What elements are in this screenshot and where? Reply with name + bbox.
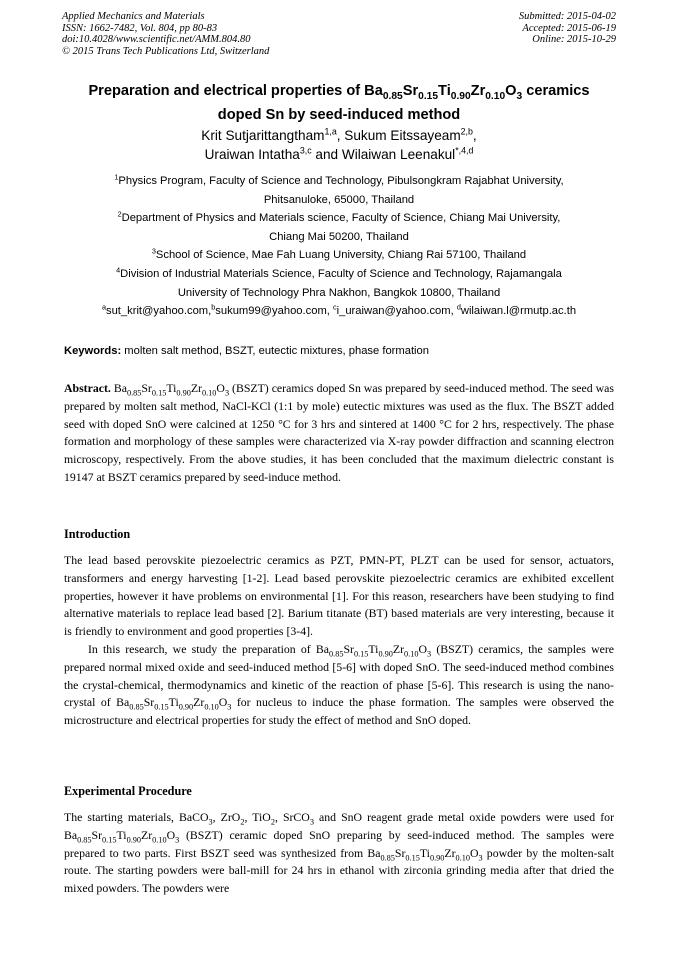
section-heading-introduction: Introduction — [64, 527, 131, 541]
author-name: Uraiwan Intatha — [204, 147, 300, 162]
author-list: Krit Sutjarittangtham$^{1,a}$, Sukum Eitssayeam$^{2,b}$, Uraiwan Intatha$^{3,c}$ and Wilaiwan Leenakul$^{*,4,d}$ — [201, 126, 477, 162]
formula: $Ba_{0.85}Sr_{0.15}Ti_{0.90}Zr_{0.10}O_3$ — [315, 641, 432, 659]
email-link[interactable]: sukum99@yahoo.com, — [215, 305, 333, 317]
keywords-text: molten salt method, BSZT, eutectic mixtures, phase formation — [121, 345, 429, 357]
abstract-label: Abstract. — [64, 381, 111, 395]
paper-title: Preparation and electrical properties of $Ba_{0.85}Sr_{0.15}Ti_{0.90}Zr_{0.10}O_3$ ceramics doped Sn by seed-induced method — [88, 83, 590, 123]
formula: $Ba_{0.85}Sr_{0.15}Ti_{0.90}Zr_{0.10}O_3$ — [113, 381, 230, 398]
submitted-date: Submitted: 2015-04-02 — [518, 11, 616, 22]
experimental-body — [64, 809, 614, 898]
formula: $Ba_{0.85}Sr_{0.15}Ti_{0.90}Zr_{0.10}O_3$ — [116, 695, 232, 712]
formula: $Ba_{0.85}Sr_{0.15}Ti_{0.90}Zr_{0.10}O_3$ — [367, 845, 483, 862]
email-link[interactable]: sut_krit@yahoo.com, — [105, 305, 212, 317]
author-name: Wilaiwan Leenakul — [341, 147, 456, 162]
email-list: $^a$sut_krit@yahoo.com,$^b$sukum99@yahoo.com, $^c$i_uraiwan@yahoo.com, $^d$wilaiwan.l@rmutp.ac.th — [101, 302, 577, 317]
affiliation-item: $^2$Department of Physics and Materials science, Faculty of Science, Chiang Mai University, Chiang Mai 50200, Thailand — [117, 209, 561, 243]
journal-copyright: © 2015 Trans Tech Publications Ltd, Switzerland — [62, 45, 270, 57]
affiliation-item: $^4$Division of Industrial Materials Science, Faculty of Science and Technology, Rajamangala University of Technology Phra Nakhon, Bangkok 10800, Thailand — [116, 265, 562, 299]
formula: $Ba_{0.85}Sr_{0.15}Ti_{0.90}Zr_{0.10}O_3$ — [64, 827, 180, 845]
journal-header-right — [519, 11, 616, 46]
affiliation-item: $^1$Physics Program, Faculty of Science and Technology, Pibulsongkram Rajabhat University, Phitsanuloke, 65000, Thailand — [114, 172, 564, 206]
keywords — [64, 344, 616, 358]
email-link[interactable]: i_uraiwan@yahoo.com, — [336, 305, 457, 317]
section-heading-experimental: Experimental Procedure — [64, 784, 192, 798]
keywords-label: Keywords: — [64, 345, 122, 357]
journal-issn: ISSN: 1662-7482, Vol. 804, pp 80-83 — [62, 22, 218, 34]
abstract-text: (BSZT) ceramics doped Sn was prepared by seed-induced method. The seed was prepared by molten salt method, NaCl-KCl (1:1 by mole) eutectic mixtures was used as the flux. The BSZT added seed with doped SnO were calcined at 1250 °C for 3 hrs and sintered at 1400 °C for 2 hrs, respectively. The phase formation and morphology of these samples were characterized via X-ray powder diffraction and scanning electron microscopy, respectively. From the above studies, it has been concluded that the maximum dielectric constant is 19147 at BSZT ceramics prepared by seed-induce method. — [64, 381, 614, 484]
email-link[interactable]: wilaiwan.l@rmutp.ac.th — [460, 305, 577, 317]
journal-header-left — [62, 11, 269, 57]
paragraph: The lead based perovskite piezoelectric ceramics as PZT, PMN-PT, PLZT can be used for sensor, actuators, transformers and energy harvesting [1-2]. Lead based perovskite piezoelectric ceramics are exhibited excellent properties, however it have problems on environmental [1]. For this reason, researchers have been studying to find alternative materials to replace lead based [2]. Barium titanate (BT) based materials are very interesting, because it is friendly to environment and good properties [3-4]. — [64, 553, 614, 639]
paragraph: The starting materials, BaCO$_3$, ZrO$_2$, TiO$_2$, SrCO$_3$ and SnO reagent grade metal oxide powders were used for $Ba_{0.85}Sr_{0.15}Ti_{0.90}Zr_{0.10}O_3$ (BSZT) ceramic doped SnO preparing by seed-induced method. The samples were prepared to two parts. First BSZT seed was synthesized from $Ba_{0.85}Sr_{0.15}Ti_{0.90}Zr_{0.10}O_3$ powder by the molten-salt route. The starting powders were ball-mill for 24 hrs in ethanol with zirconia grinding media after that dried the mixed powders. The powders were — [64, 810, 614, 896]
journal-doi: doi:10.4028/www.scientific.net/AMM.804.80 — [62, 34, 251, 46]
accepted-date: Accepted: 2015-06-19 — [522, 22, 616, 34]
author-name: Sukum Eitssayeam — [344, 128, 461, 143]
author-name: Krit Sutjarittangtham — [201, 128, 325, 143]
affiliation-item: $^3$School of Science, Mae Fah Luang University, Chiang Rai 57100, Thailand — [151, 246, 527, 262]
affiliation-list — [60, 172, 618, 302]
paper-title-line2: doped Sn by seed-induced method — [217, 106, 461, 123]
abstract — [64, 380, 614, 487]
online-date: Online: 2015-10-29 — [532, 34, 616, 46]
journal-name: Applied Mechanics and Materials — [62, 11, 205, 22]
introduction-body — [64, 552, 614, 730]
paragraph: In this research, we study the preparation of $Ba_{0.85}Sr_{0.15}Ti_{0.90}Zr_{0.10}O_3$ (BSZT) ceramics, the samples were prepared normal mixed oxide and seed-induced method [5-6] with doped SnO. The seed-induced method combines the crystal-chemical, thermodynamics and kinetic of the reaction of phase [5-6]. This research is using the nano-crystal of $Ba_{0.85}Sr_{0.15}Ti_{0.90}Zr_{0.10}O_3$ for nucleus to induce the phase formation. The samples were observed the microstructure and electrical properties for study the effect of method and SnO doped. — [64, 641, 614, 728]
